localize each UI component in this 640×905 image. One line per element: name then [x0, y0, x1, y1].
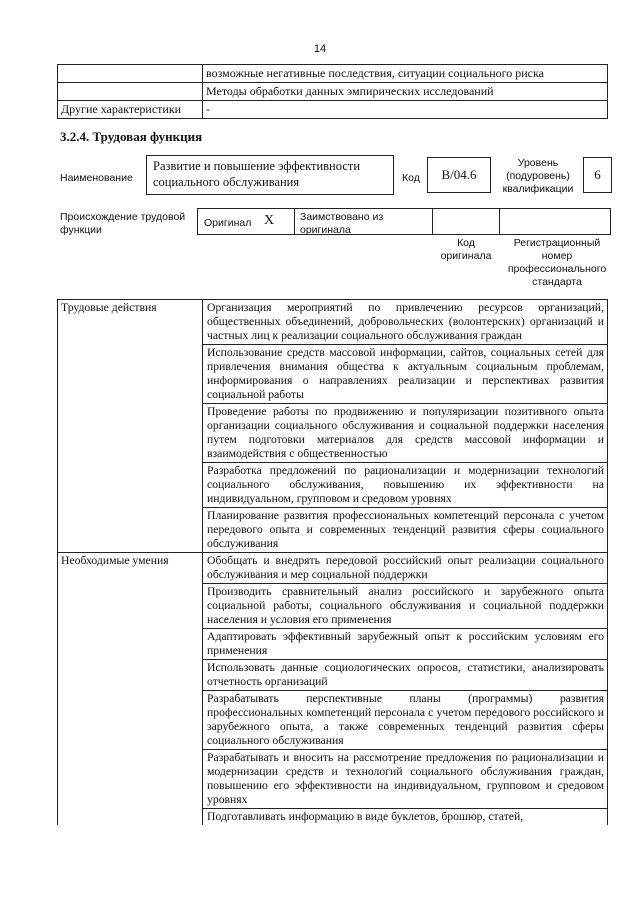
registration-number-box [499, 208, 611, 235]
level-field: 6 [583, 157, 612, 193]
skill-item: Разрабатывать и вносить на рассмотрение предложения по рационализации и модернизации средств и технологий социального обслуживания граждан, повышению его эффективности на индивидуальном, групповом и средовом уровнях [203, 750, 608, 809]
skill-item: Адаптировать эффективный зарубежный опыт к российским условиям его применения [203, 629, 608, 660]
required-skills-label: Необходимые умения [58, 553, 203, 826]
name-label: Наименование [60, 172, 133, 184]
row-label [58, 83, 203, 101]
skill-item: Использовать данные социологических опросов, статистики, анализировать отчетность организаций [203, 660, 608, 691]
original-mark: X [264, 213, 275, 228]
function-name-field: Развитие и повышение эффективности социального обслуживания [146, 155, 394, 195]
table-row [58, 553, 608, 584]
code-label: Код [402, 172, 420, 184]
original-code-caption: Код оригинала [440, 237, 492, 262]
table-row [58, 300, 608, 345]
original-box [197, 208, 295, 235]
original-code-box [432, 208, 500, 235]
borrowed-label: Заимствовано из оригинала [300, 211, 384, 236]
labor-action-item: Разработка предложений по рационализации и модернизации технологий социального обслуживания, повышению их эффективности на индивидуальном, групповом и средовом уровнях [203, 463, 608, 508]
continuation-table [57, 64, 608, 119]
row-label [58, 65, 203, 83]
origin-label: Происхождение трудовой функции [60, 211, 186, 236]
labor-function-table [57, 299, 608, 825]
table-row [58, 65, 608, 83]
table-row [58, 101, 608, 119]
registration-number-caption: Регистрационный номер профессионального стандарта [507, 237, 607, 288]
row-text: Методы обработки данных эмпирических исследований [203, 83, 608, 101]
row-label: Другие характеристики [58, 101, 203, 119]
original-label: Оригинал [204, 217, 252, 229]
skill-item: Разрабатывать перспективные планы (программы) развития профессиональных компетенций персонала с учетом передового российского и зарубежного опыта, а также современных тенденций развития сферы социального обслуживания [203, 691, 608, 750]
borrowed-box [294, 208, 433, 235]
level-label: Уровень (подуровень) квалификации [502, 157, 574, 195]
labor-action-item: Проведение работы по продвижению и популяризации позитивного опыта организации социального обслуживания и социальной поддержки населения путем подготовки материалов для средств массовой информации и взаимодействия с общественностью [203, 404, 608, 463]
skill-item: Подготавливать информацию в виде буклетов, брошюр, статей, [203, 809, 608, 826]
table-row [58, 83, 608, 101]
page-number: 14 [313, 43, 327, 55]
row-text: - [203, 101, 608, 119]
skill-item: Обобщать и внедрять передовой российский опыт реализации социального обслуживания и мер социальной поддержки [203, 553, 608, 584]
labor-action-item: Использование средств массовой информации, сайтов, социальных сетей для привлечения внимания общества к актуальным социальным проблемам, информирования о направлениях реализации и перспективах развития социальной работы [203, 345, 608, 404]
skill-item: Производить сравнительный анализ российского и зарубежного опыта социальной работы, социального обслуживания и социальной поддержки населения и условия его применения [203, 584, 608, 629]
section-title: 3.2.4. Трудовая функция [60, 129, 203, 144]
row-text: возможные негативные последствия, ситуации социального риска [203, 65, 608, 83]
code-field: B/04.6 [427, 157, 491, 193]
labor-action-item: Организация мероприятий по привлечению ресурсов организаций, общественных объединений, добровольческих (волонтерских) организаций и частных лиц к реализации социального обслуживания граждан [203, 300, 608, 345]
labor-action-item: Планирование развития профессиональных компетенций персонала с учетом передового опыта и современных тенденций развития сферы социального обслуживания [203, 508, 608, 553]
labor-actions-label: Трудовые действия [58, 300, 203, 553]
